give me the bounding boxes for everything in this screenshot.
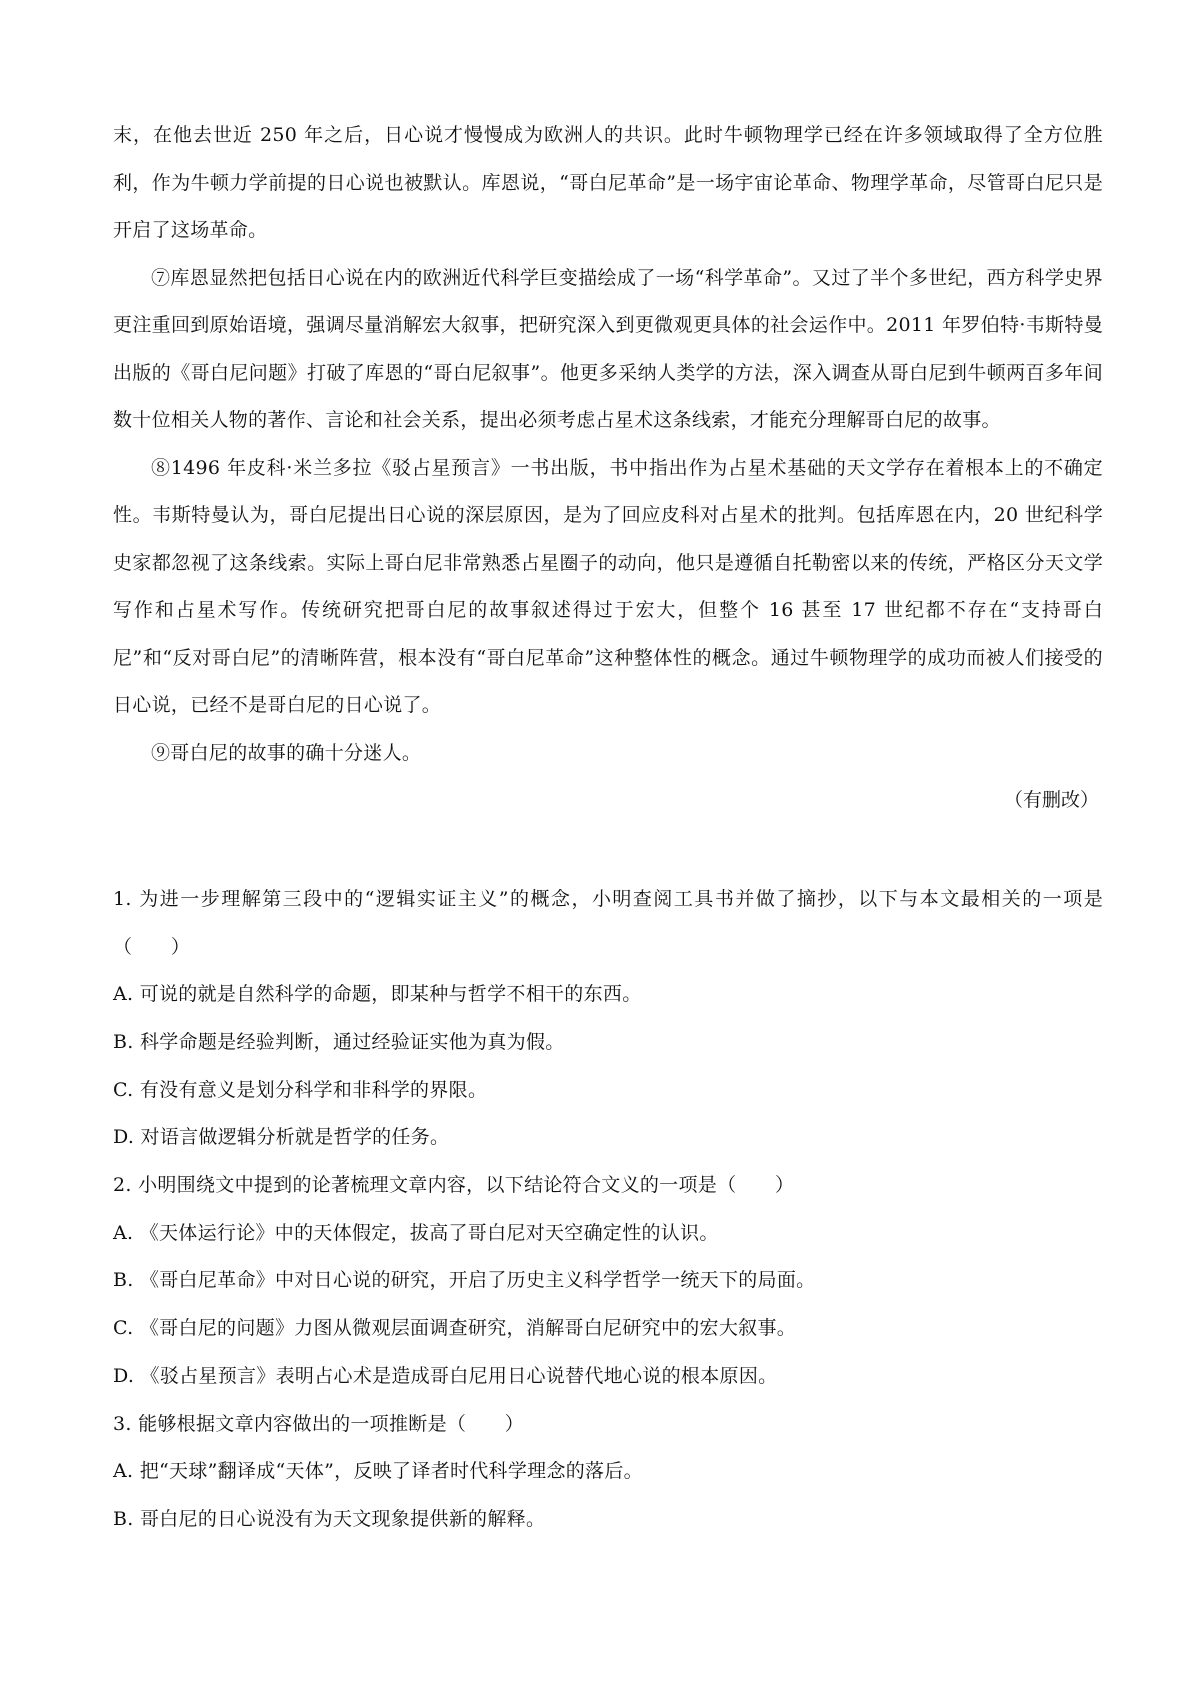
paragraph-7: ⑦库恩显然把包括日心说在内的欧洲近代科学巨变描绘成了一场“科学革命”。又过了半个多世纪，西方科学史界更注重回到原始语境，强调尽量消解宏大叙事，把研究深入到更微观更具体的社会运作中。2011 年罗伯特·韦斯特曼出版的《哥白尼问题》打破了库恩的“哥白尼叙事”。他更多采纳人类学的方法，深入调查从哥白尼到牛顿两百多年间数十位相关人物的著作、言论和社会关系，提出必须考虑占星术这条线索，才能充分理解哥白尼的故事。 [113, 266, 1103, 431]
question-2 [113, 1162, 1103, 1401]
paragraph-6-continued: 末，在他去世近 250 年之后，日心说才慢慢成为欧洲人的共识。此时牛顿物理学已经在许多领域取得了全方位胜利，作为牛顿力学前提的日心说也被默认。库恩说，“哥白尼革命”是一场宇宙论革命、物理学革命，尽管哥白尼只是开启了这场革命。 [113, 124, 1103, 241]
paragraph-8: ⑧1496 年皮科·米兰多拉《驳占星预言》一书出版，书中指出作为占星术基础的天文学存在着根本上的不确定性。韦斯特曼认为，哥白尼提出日心说的深层原因，是为了回应皮科对占星术的批判。包括库恩在内，20 世纪科学史家都忽视了这条线索。实际上哥白尼非常熟悉占星圈子的动向，他只是遵循自托勒密以来的传统，严格区分天文学写作和占星术写作。传统研究把哥白尼的故事叙述得过于宏大，但整个 16 甚至 17 世纪都不存在“支持哥白尼”和“反对哥白尼”的清晰阵营，根本没有“哥白尼革命”这种整体性的概念。通过牛顿物理学的成功而被人们接受的日心说，已经不是哥白尼的日心说了。 [113, 456, 1103, 716]
option-a: A. 可说的就是自然科学的命题，即某种与哲学不相干的东西。 [113, 983, 642, 1005]
option-c: C. 有没有意义是划分科学和非科学的界限。 [113, 1078, 488, 1101]
source-note: （有删改） [1003, 789, 1099, 811]
option-d: D. 对语言做逻辑分析就是哲学的任务。 [113, 1126, 450, 1149]
question-stem: 2. 小明围绕文中提到的论著梳理文章内容，以下结论符合文义的一项是（ ） [113, 1174, 795, 1197]
question-3 [113, 1401, 1103, 1544]
option-d: D. 《驳占星预言》表明占心术是造成哥白尼用日心说替代地心说的根本原因。 [113, 1365, 778, 1388]
question-stem: 3. 能够根据文章内容做出的一项推断是（ ） [113, 1412, 525, 1435]
option-b: B. 《哥白尼革命》中对日心说的研究，开启了历史主义科学哲学一统天下的局面。 [113, 1269, 816, 1292]
question-stem: 1. 为进一步理解第三段中的“逻辑实证主义”的概念，小明查阅工具书并做了摘抄，以下与本文最相关的一项是（ ） [113, 888, 1103, 958]
option-b: B. 科学命题是经验判断，通过经验证实他为真为假。 [113, 1030, 565, 1053]
question-1 [113, 876, 1103, 1162]
option-a: A. 把“天球”翻译成“天体”，反映了译者时代科学理念的落后。 [113, 1460, 643, 1483]
question-section [113, 876, 1103, 1544]
option-b: B. 哥白尼的日心说没有为天文现象提供新的解释。 [113, 1508, 546, 1531]
paragraph-9: ⑨哥白尼的故事的确十分迷人。 [151, 741, 422, 764]
option-c: C. 《哥白尼的问题》力图从微观层面调查研究，消解哥白尼研究中的宏大叙事。 [113, 1317, 797, 1340]
option-a: A. 《天体运行论》中的天体假定，拔高了哥白尼对天空确定性的认识。 [113, 1221, 719, 1244]
reading-passage [113, 112, 1103, 825]
